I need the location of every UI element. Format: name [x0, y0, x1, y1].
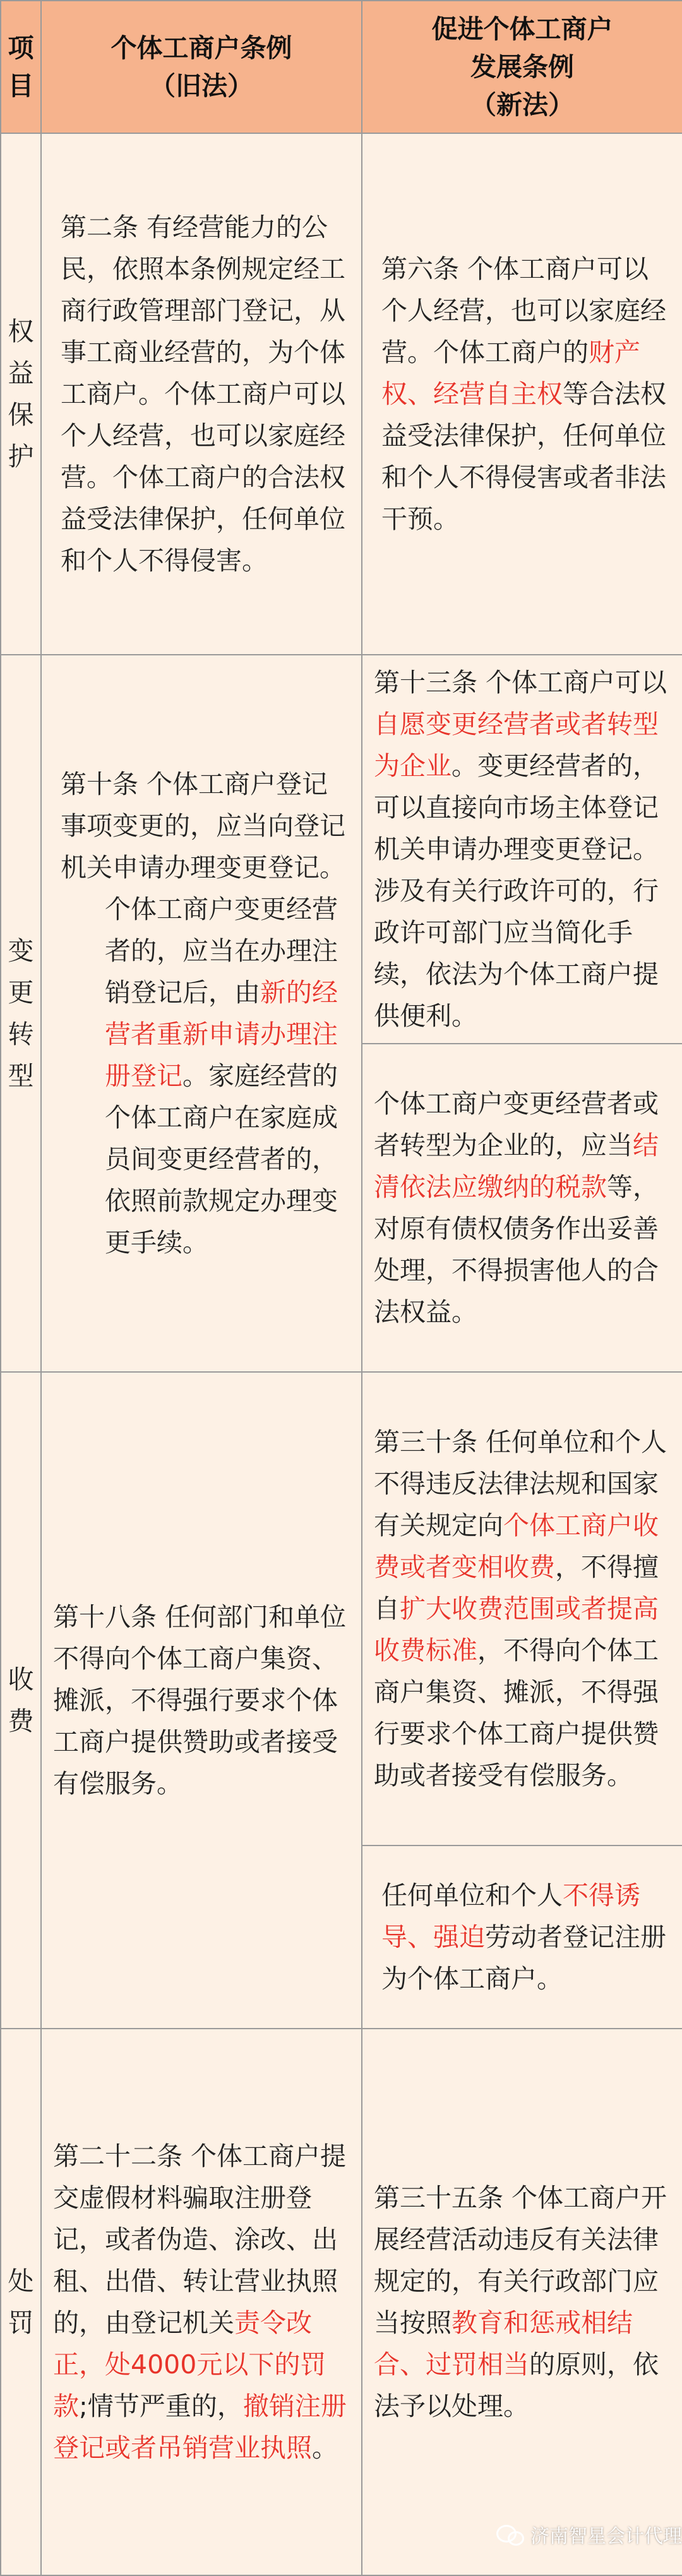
category-cell — [1, 133, 41, 655]
table-row — [1, 655, 682, 1044]
header-new-law — [362, 1, 682, 133]
category-char: 益 — [8, 358, 34, 388]
category-char: 转 — [8, 1019, 34, 1049]
highlight-text: 财产权、经营自主权 — [381, 337, 640, 409]
article-text — [53, 2135, 350, 2469]
article-text — [53, 888, 350, 1263]
highlight-text: 扩大收费范围或者提高收费标准 — [374, 1594, 659, 1666]
body-text: 等，对原有债权债务作出妥善处理，不得损害他人的合法权益。 — [374, 1172, 659, 1327]
body-text: 第十八条 任何部门和单位不得向个体工商户集资、摊派，不得强行要求个体工商户提供赞助或者接受有偿服务。 — [53, 1602, 347, 1799]
body-text: 第三十五条 个体工商户开展经营活动违反有关法律规定的，有关行政部门应当按照 — [374, 2183, 667, 2338]
highlight-text: 撤销注册登记或者吊销营业执照 — [53, 2391, 347, 2463]
watermark-text: 济南智星会计代理 — [530, 2525, 682, 2548]
watermark — [496, 2520, 682, 2548]
article-text — [374, 248, 671, 540]
category-char: 收 — [8, 1664, 34, 1695]
wechat-icon — [496, 2524, 523, 2545]
old-law-cell — [41, 1372, 362, 2029]
new-law-cell — [362, 133, 682, 655]
old-law-cell — [41, 2029, 362, 2575]
category-cell — [1, 2029, 41, 2575]
highlight-text: 教育和惩戒相结合、过罚相当 — [374, 2308, 633, 2380]
new-law-cell — [362, 1044, 682, 1372]
highlight-text: 结清依法应缴纳的税款 — [374, 1130, 659, 1202]
article-text — [374, 1421, 671, 1796]
header-row — [1, 1, 682, 133]
article-text — [374, 1875, 671, 2000]
category-cell — [1, 1372, 41, 2029]
category-char: 更 — [8, 977, 34, 1008]
header-item — [1, 1, 41, 133]
highlight-text: 个体工商户收费或者变相收费 — [374, 1510, 659, 1582]
header-new-line: 促进个体工商户 — [431, 14, 613, 44]
body-text: 第六条 个体工商户可以个人经营，也可以家庭经营。个体工商户的 — [381, 254, 666, 367]
body-text: 个体工商户变更经营者或者转型为企业的，应当 — [374, 1088, 659, 1160]
header-item-char: 项目 — [8, 33, 34, 101]
body-text: ，不得向个体工商户集资、摊派，不得强行要求个体工商户提供赞助或者接受有偿服务。 — [374, 1635, 659, 1791]
old-law-cell — [41, 655, 362, 1372]
body-text: 劳动者登记注册为个体工商户。 — [381, 1922, 666, 1994]
new-law-cell — [362, 1372, 682, 1846]
article-text — [53, 763, 350, 888]
body-text: ;情节严重的， — [79, 2391, 243, 2421]
header-new-line: （新法） — [470, 90, 574, 120]
highlight-text: 不得诱导、强迫 — [381, 1880, 640, 1952]
category-char: 型 — [8, 1061, 34, 1091]
body-text: 第二条 有经营能力的公民，依照本条例规定经工商行政管理部门登记，从事工商业经营的，为个体工商户。个体工商户可以个人经营，也可以家庭经营。个体工商户的合法权益受法律保护，任何单位和个人不得侵害。 — [61, 212, 345, 576]
header-old-law — [41, 1, 362, 133]
new-law-cell — [362, 2029, 682, 2575]
header-new-line: 发展条例 — [470, 52, 574, 82]
highlight-text: 责令改正，处4000元以下的罚款 — [53, 2308, 326, 2421]
body-text: 任何单位和个人 — [381, 1880, 563, 1911]
article-text — [374, 662, 671, 1037]
body-text: 第十三条 个体工商户可以 — [374, 667, 667, 698]
category-char: 变 — [8, 936, 34, 966]
new-law-cell — [362, 655, 682, 1044]
new-law-cell — [362, 1846, 682, 2029]
body-text: 。 — [312, 2433, 338, 2463]
body-text: 第二十二条 个体工商户提交虚假材料骗取注册登记，或者伪造、涂改、出租、出借、转让营业执照的，由登记机关 — [53, 2141, 347, 2338]
body-text: 第三十条 任何单位和个人不得违反法律法规和国家有关规定向 — [374, 1427, 667, 1541]
body-text: 第十条 个体工商户登记事项变更的，应当向登记机关申请办理变更登记。 — [61, 769, 345, 883]
category-char: 保 — [8, 400, 34, 430]
article-text — [374, 2177, 671, 2427]
category-char: 费 — [8, 1706, 34, 1736]
article-text — [53, 1596, 350, 1804]
category-cell — [1, 655, 41, 1372]
article-text — [53, 206, 350, 581]
category-char: 权 — [8, 316, 34, 347]
body-text: 个体工商户变更经营者的，应当在办理注销登记后，由 — [105, 894, 338, 1008]
category-char: 罚 — [8, 2308, 34, 2338]
body-text: 。家庭经营的个体工商户在家庭成员间变更经营者的，依照前款规定办理变更手续。 — [105, 1061, 338, 1258]
category-char: 处 — [8, 2266, 34, 2296]
table-row — [1, 1372, 682, 1846]
highlight-text: 新的经营者重新申请办理注册登记 — [105, 977, 338, 1091]
header-old-line: 个体工商户条例 — [111, 33, 292, 63]
body-text: ，不得擅自 — [374, 1552, 659, 1624]
table-row — [1, 133, 682, 655]
category-char: 护 — [8, 441, 34, 472]
table-row — [1, 2029, 682, 2575]
article-text — [374, 1083, 671, 1333]
highlight-text: 自愿变更经营者或者转型为企业 — [374, 709, 659, 781]
body-text: 等合法权益受法律保护，任何单位和个人不得侵害或者非法干预。 — [381, 379, 666, 534]
body-text: 的原则，依法予以处理。 — [374, 2349, 659, 2421]
header-old-line: （旧法） — [150, 71, 253, 101]
old-law-cell — [41, 133, 362, 655]
body-text: 。变更经营者的，可以直接向市场主体登记机关申请办理变更登记。涉及有关行政许可的，行政许可部门应当简化手续，依法为个体工商户提供便利。 — [374, 751, 659, 1031]
